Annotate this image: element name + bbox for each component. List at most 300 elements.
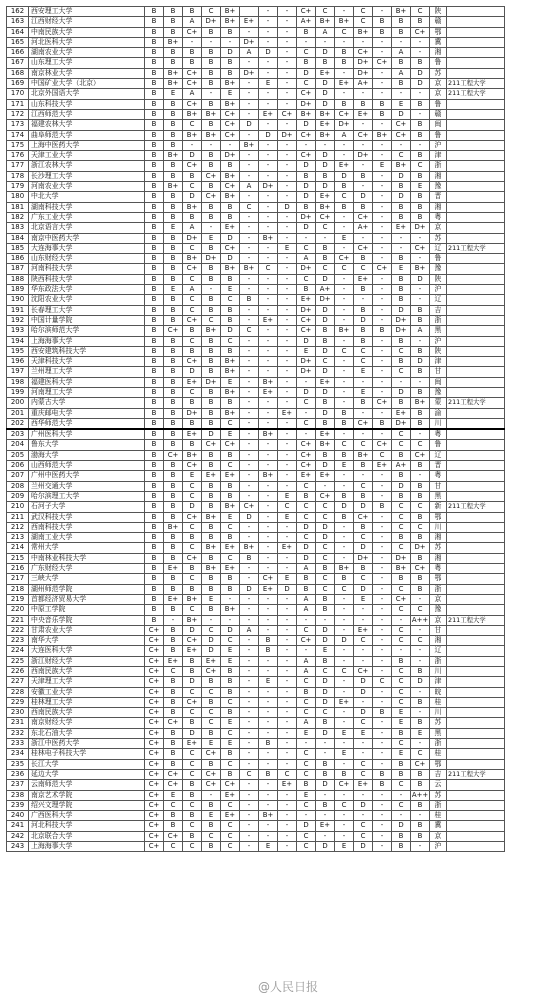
- grade-cell: -: [411, 89, 430, 99]
- grade-cell: -: [354, 790, 373, 800]
- grade-cell: -: [411, 687, 430, 697]
- grade-cell: -: [278, 440, 297, 450]
- note-cell: [447, 48, 505, 58]
- grade-cell: C+: [183, 553, 202, 563]
- note-cell: 211工程大学: [447, 243, 505, 253]
- grade-cell: C: [354, 769, 373, 779]
- table-row: [7, 264, 505, 274]
- grade-cell: B: [145, 564, 164, 574]
- grade-cell: E+: [316, 377, 335, 387]
- note-cell: [447, 574, 505, 584]
- grade-cell: E+: [278, 780, 297, 790]
- grade-cell: D+: [202, 254, 221, 264]
- table-row: [7, 481, 505, 491]
- note-cell: [447, 471, 505, 481]
- grade-cell: C: [221, 522, 240, 532]
- grade-cell: D: [316, 305, 335, 315]
- university-name-cell: 长江大学: [29, 759, 145, 769]
- grade-cell: C: [297, 800, 316, 810]
- province-cell: 湘: [430, 48, 447, 58]
- grade-cell: C: [335, 192, 354, 202]
- rank-cell: 198: [7, 377, 29, 387]
- grade-cell: B: [164, 739, 183, 749]
- grade-cell: -: [278, 377, 297, 387]
- grade-cell: C: [392, 522, 411, 532]
- grade-cell: D: [411, 357, 430, 367]
- grade-cell: -: [373, 89, 392, 99]
- grade-cell: B: [411, 461, 430, 471]
- note-cell: [447, 233, 505, 243]
- university-name-cell: 湖南农业大学: [29, 48, 145, 58]
- grade-cell: C: [278, 502, 297, 512]
- grade-cell: -: [335, 831, 354, 841]
- grade-cell: B: [145, 109, 164, 119]
- grade-cell: -: [316, 37, 335, 47]
- grade-cell: D: [183, 728, 202, 738]
- grade-cell: C: [221, 418, 240, 429]
- grade-cell: B: [145, 594, 164, 604]
- grade-cell: B+: [354, 27, 373, 37]
- grade-cell: -: [221, 37, 240, 47]
- grade-cell: -: [354, 646, 373, 656]
- grade-cell: B: [202, 357, 221, 367]
- university-name-cell: 南京财经大学: [29, 718, 145, 728]
- province-cell: 鲁: [430, 99, 447, 109]
- grade-cell: B: [411, 821, 430, 831]
- grade-cell: A: [297, 594, 316, 604]
- grade-cell: E+: [221, 543, 240, 553]
- grade-cell: -: [240, 564, 259, 574]
- grade-cell: -: [373, 533, 392, 543]
- grade-cell: C: [316, 708, 335, 718]
- grade-cell: C+: [183, 161, 202, 171]
- grade-cell: -: [373, 512, 392, 522]
- grade-cell: E+: [221, 790, 240, 800]
- note-cell: [447, 17, 505, 27]
- grade-cell: B: [164, 336, 183, 346]
- grade-cell: -: [240, 254, 259, 264]
- grade-cell: B: [221, 574, 240, 584]
- grade-cell: B: [411, 192, 430, 202]
- province-cell: 川: [430, 667, 447, 677]
- university-name-cell: 河北医科大学: [29, 37, 145, 47]
- grade-cell: E+: [335, 161, 354, 171]
- grade-cell: -: [278, 182, 297, 192]
- grade-cell: -: [278, 346, 297, 356]
- grade-cell: E+: [259, 387, 278, 397]
- grade-cell: B: [411, 533, 430, 543]
- grade-cell: B: [335, 99, 354, 109]
- grade-cell: -: [373, 357, 392, 367]
- grade-cell: -: [373, 821, 392, 831]
- grade-cell: -: [278, 305, 297, 315]
- rank-cell: 233: [7, 739, 29, 749]
- grade-cell: D: [392, 387, 411, 397]
- province-cell: 冀: [430, 37, 447, 47]
- grade-cell: B+: [259, 471, 278, 481]
- grade-cell: -: [259, 491, 278, 501]
- grade-cell: C: [392, 346, 411, 356]
- grade-cell: B: [316, 336, 335, 346]
- table-body: [7, 7, 505, 852]
- grade-cell: B+: [164, 151, 183, 161]
- grade-cell: -: [240, 408, 259, 418]
- grade-cell: -: [335, 656, 354, 666]
- grade-cell: B: [164, 708, 183, 718]
- grade-cell: -: [373, 48, 392, 58]
- grade-cell: -: [373, 37, 392, 47]
- grade-cell: B: [202, 48, 221, 58]
- grade-cell: -: [354, 140, 373, 150]
- grade-cell: E: [221, 377, 240, 387]
- grade-cell: -: [373, 285, 392, 295]
- grade-cell: D+: [297, 367, 316, 377]
- grade-cell: D: [297, 821, 316, 831]
- grade-cell: -: [240, 305, 259, 315]
- grade-cell: -: [240, 315, 259, 325]
- grade-cell: -: [392, 37, 411, 47]
- grade-cell: -: [373, 295, 392, 305]
- grade-cell: -: [335, 274, 354, 284]
- grade-cell: B: [316, 243, 335, 253]
- rank-cell: 194: [7, 336, 29, 346]
- grade-cell: D: [221, 233, 240, 243]
- grade-cell: -: [240, 367, 259, 377]
- university-name-cell: 南华大学: [29, 636, 145, 646]
- grade-cell: B+: [411, 398, 430, 408]
- grade-cell: D: [202, 429, 221, 440]
- grade-cell: B: [297, 171, 316, 181]
- grade-cell: C: [183, 295, 202, 305]
- grade-cell: D: [183, 192, 202, 202]
- grade-cell: A+: [297, 17, 316, 27]
- note-cell: [447, 171, 505, 181]
- grade-cell: -: [259, 398, 278, 408]
- grade-cell: B: [354, 305, 373, 315]
- grade-cell: -: [373, 429, 392, 440]
- grade-cell: -: [354, 429, 373, 440]
- grade-cell: B: [145, 584, 164, 594]
- university-name-cell: 江西师范大学: [29, 109, 145, 119]
- rank-cell: 215: [7, 553, 29, 563]
- grade-cell: D: [354, 192, 373, 202]
- table-row: [7, 233, 505, 243]
- grade-cell: C: [221, 336, 240, 346]
- grade-cell: B+: [316, 17, 335, 27]
- grade-cell: C: [297, 769, 316, 779]
- grade-cell: -: [335, 708, 354, 718]
- grade-cell: C: [183, 522, 202, 532]
- grade-cell: B: [202, 584, 221, 594]
- grade-cell: B: [335, 491, 354, 501]
- grade-cell: B+: [183, 202, 202, 212]
- grade-cell: -: [240, 27, 259, 37]
- grade-cell: -: [373, 553, 392, 563]
- university-name-cell: 上海海事大学: [29, 336, 145, 346]
- grade-cell: E: [221, 656, 240, 666]
- grade-cell: C+: [221, 182, 240, 192]
- note-cell: [447, 790, 505, 800]
- grade-cell: B: [392, 398, 411, 408]
- grade-cell: E: [278, 574, 297, 584]
- grade-cell: E+: [164, 594, 183, 604]
- grade-cell: -: [373, 636, 392, 646]
- grade-cell: B: [145, 171, 164, 181]
- grade-cell: -: [278, 564, 297, 574]
- grade-cell: D: [316, 408, 335, 418]
- grade-cell: B: [164, 274, 183, 284]
- grade-cell: C+: [411, 27, 430, 37]
- grade-cell: B: [297, 780, 316, 790]
- table-row: [7, 461, 505, 471]
- grade-cell: B: [259, 769, 278, 779]
- grade-cell: B: [164, 357, 183, 367]
- university-name-cell: 长沙理工大学: [29, 171, 145, 181]
- grade-cell: B: [202, 450, 221, 460]
- grade-cell: C: [316, 502, 335, 512]
- grade-cell: D: [278, 202, 297, 212]
- grade-cell: -: [240, 99, 259, 109]
- rank-cell: 221: [7, 615, 29, 625]
- grade-cell: B: [183, 780, 202, 790]
- university-name-cell: 西安建筑科技大学: [29, 346, 145, 356]
- note-cell: [447, 109, 505, 119]
- university-name-cell: 山东理工大学: [29, 58, 145, 68]
- grade-cell: C+: [411, 243, 430, 253]
- grade-cell: -: [335, 615, 354, 625]
- grade-cell: C: [202, 687, 221, 697]
- grade-cell: B: [411, 512, 430, 522]
- grade-cell: -: [240, 491, 259, 501]
- rank-cell: 195: [7, 346, 29, 356]
- grade-cell: B: [373, 418, 392, 429]
- grade-cell: C: [392, 780, 411, 790]
- grade-cell: E+: [183, 739, 202, 749]
- note-cell: [447, 336, 505, 346]
- university-name-cell: 石河子大学: [29, 502, 145, 512]
- university-name-cell: 大连海事大学: [29, 243, 145, 253]
- note-cell: [447, 728, 505, 738]
- table-row: [7, 151, 505, 161]
- table-row: [7, 450, 505, 460]
- grade-cell: C: [411, 440, 430, 450]
- grade-cell: -: [297, 37, 316, 47]
- grade-cell: B: [411, 780, 430, 790]
- grade-cell: -: [354, 295, 373, 305]
- grade-cell: -: [278, 387, 297, 397]
- grade-cell: B: [145, 491, 164, 501]
- rank-cell: 197: [7, 367, 29, 377]
- grade-cell: -: [278, 718, 297, 728]
- grade-cell: B: [145, 254, 164, 264]
- grade-cell: B: [145, 161, 164, 171]
- university-name-cell: 浙江财经大学: [29, 656, 145, 666]
- grade-cell: C: [297, 842, 316, 852]
- grade-cell: B: [183, 656, 202, 666]
- grade-cell: -: [240, 223, 259, 233]
- grade-cell: -: [373, 305, 392, 315]
- grade-cell: -: [240, 346, 259, 356]
- grade-cell: B: [145, 315, 164, 325]
- grade-cell: C: [183, 491, 202, 501]
- grade-cell: B: [221, 584, 240, 594]
- province-cell: 浙: [430, 739, 447, 749]
- grade-cell: B: [392, 27, 411, 37]
- grade-cell: -: [202, 223, 221, 233]
- grade-cell: A++: [411, 790, 429, 799]
- grade-cell: -: [335, 677, 354, 687]
- university-name-cell: 首都经济贸易大学: [29, 594, 145, 604]
- grade-cell: -: [259, 17, 278, 27]
- grade-cell: B: [411, 769, 430, 779]
- table-row: [7, 89, 505, 99]
- grade-cell: C+: [221, 120, 240, 130]
- grade-cell: B: [411, 387, 430, 397]
- grade-cell: B: [411, 481, 430, 491]
- grade-cell: -: [373, 564, 392, 574]
- grade-cell: A+: [354, 79, 373, 89]
- grade-cell: A: [240, 48, 259, 58]
- rank-cell: 213: [7, 533, 29, 543]
- university-name-cell: 哈尔滨理工大学: [29, 491, 145, 501]
- grade-cell: -: [259, 821, 278, 831]
- grade-cell: A: [183, 17, 202, 27]
- grade-cell: B: [145, 285, 164, 295]
- grade-cell: -: [240, 708, 259, 718]
- province-cell: 鄂: [430, 574, 447, 584]
- rank-cell: 193: [7, 326, 29, 336]
- grade-cell: -: [259, 481, 278, 491]
- grade-cell: C: [354, 636, 373, 646]
- grade-cell: -: [278, 161, 297, 171]
- grade-cell: C+: [183, 99, 202, 109]
- grade-cell: C: [335, 440, 354, 450]
- grade-cell: B: [392, 274, 411, 284]
- rank-cell: 190: [7, 295, 29, 305]
- grade-cell: C+: [297, 636, 316, 646]
- grade-cell: C+: [145, 831, 164, 841]
- grade-cell: D: [316, 89, 335, 99]
- grade-cell: B: [164, 7, 183, 17]
- rank-cell: 237: [7, 780, 29, 790]
- grade-cell: -: [335, 212, 354, 222]
- rank-cell: 230: [7, 708, 29, 718]
- note-cell: [447, 295, 505, 305]
- grade-cell: C: [221, 831, 240, 841]
- grade-cell: D: [240, 120, 259, 130]
- grade-cell: C+: [297, 315, 316, 325]
- grade-cell: -: [259, 553, 278, 563]
- table-row: [7, 305, 505, 315]
- university-name-cell: 常州大学: [29, 543, 145, 553]
- grade-cell: B: [202, 800, 221, 810]
- province-cell: 豫: [430, 605, 447, 615]
- grade-cell: E: [221, 89, 240, 99]
- grade-cell: B+: [221, 387, 240, 397]
- table-row: [7, 346, 505, 356]
- grade-cell: B: [221, 202, 240, 212]
- grade-cell: -: [354, 605, 373, 615]
- grade-cell: B+: [259, 429, 278, 440]
- table-row: [7, 512, 505, 522]
- rank-cell: 164: [7, 27, 29, 37]
- grade-cell: B: [411, 574, 430, 584]
- grade-cell: -: [335, 646, 354, 656]
- grade-cell: B: [164, 481, 183, 491]
- grade-cell: B: [145, 418, 164, 429]
- grade-cell: -: [240, 615, 259, 625]
- grade-cell: -: [335, 821, 354, 831]
- province-cell: 赣: [430, 109, 447, 119]
- grade-cell: -: [373, 7, 392, 17]
- grade-cell: D: [316, 346, 335, 356]
- grade-cell: C: [392, 502, 411, 512]
- grade-cell: E: [221, 646, 240, 656]
- grade-cell: B: [392, 254, 411, 264]
- grade-cell: B: [392, 202, 411, 212]
- grade-cell: C: [354, 7, 373, 17]
- grade-cell: A: [297, 605, 316, 615]
- province-cell: 闽: [430, 120, 447, 130]
- grade-cell: -: [335, 377, 354, 387]
- grade-cell: -: [392, 89, 411, 99]
- grade-cell: B: [164, 99, 183, 109]
- table-row: [7, 543, 505, 553]
- note-cell: 211工程大学: [447, 615, 505, 625]
- grade-cell: -: [373, 584, 392, 594]
- grade-cell: -: [278, 336, 297, 346]
- grade-cell: C: [183, 759, 202, 769]
- grade-cell: C+: [221, 243, 240, 253]
- grade-cell: -: [278, 99, 297, 109]
- grade-cell: -: [411, 377, 430, 387]
- grade-cell: B: [373, 99, 392, 109]
- grade-cell: -: [411, 254, 430, 264]
- grade-cell: -: [240, 811, 259, 821]
- grade-cell: C: [297, 749, 316, 759]
- grade-cell: C: [297, 481, 316, 491]
- grade-cell: -: [392, 615, 411, 625]
- table-row: [7, 811, 505, 821]
- table-row: [7, 254, 505, 264]
- grade-cell: B: [411, 346, 430, 356]
- rank-cell: 207: [7, 471, 29, 481]
- grade-cell: B: [392, 842, 411, 852]
- grade-cell: -: [278, 842, 297, 852]
- grade-cell: C+: [278, 109, 297, 119]
- grade-cell: B: [183, 398, 202, 408]
- grade-cell: B: [316, 58, 335, 68]
- grade-cell: A: [297, 718, 316, 728]
- grade-cell: C+: [202, 171, 221, 181]
- note-cell: [447, 594, 505, 604]
- grade-cell: B+: [221, 192, 240, 202]
- grade-cell: B+: [221, 605, 240, 615]
- grade-cell: -: [259, 7, 278, 17]
- grade-cell: C: [164, 667, 183, 677]
- grade-cell: -: [240, 233, 259, 243]
- grade-cell: B: [145, 357, 164, 367]
- grade-cell: B: [164, 243, 183, 253]
- grade-cell: -: [411, 233, 430, 243]
- grade-cell: C+: [411, 450, 430, 460]
- table-row: [7, 99, 505, 109]
- table-row: [7, 315, 505, 325]
- university-name-cell: 南京中医药大学: [29, 233, 145, 243]
- grade-cell: B: [392, 491, 411, 501]
- grade-cell: D: [316, 522, 335, 532]
- province-cell: 云: [430, 780, 447, 790]
